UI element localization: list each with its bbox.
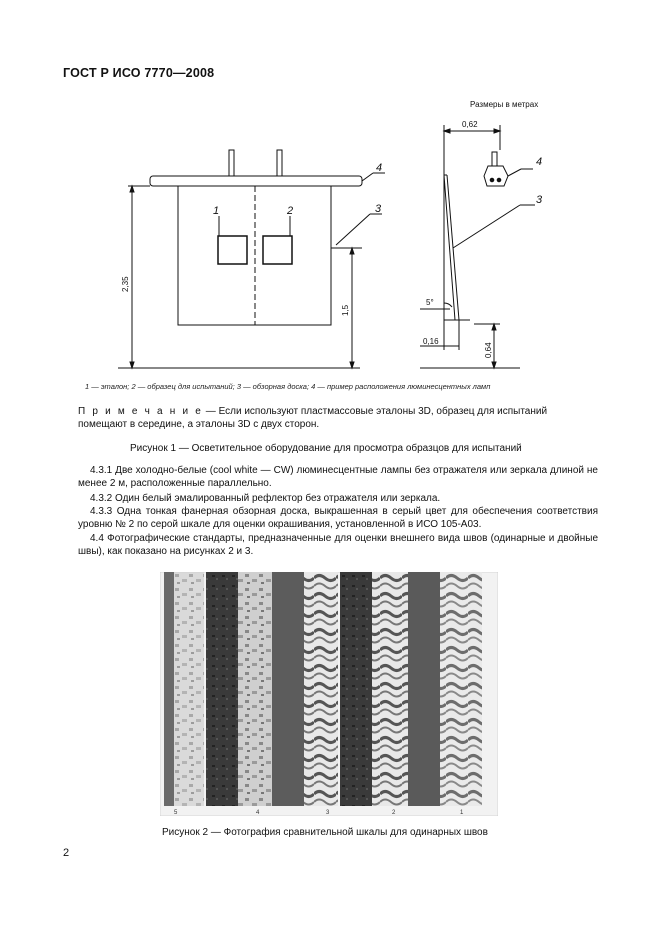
figure1-note: [78, 405, 598, 431]
paragraph-4-3-3: 4.3.3 Одна тонкая фанерная обзорная доска, выкрашенная в серый цвет для обеспечения соответствия уровню № 2 по серой шкале для оценки окрашивания, установленной в ИСО 105-А03.: [78, 506, 598, 530]
callout-3: 3: [375, 203, 382, 215]
seam-stripe-2: [272, 572, 304, 806]
paragraph-4-4: 4.4 Фотографические стандарты, предназначенные для оценки внешнего вида швов (одинарные и двойные швы), как показано на рисунках 2 и 3.: [78, 533, 598, 557]
callout-4: 4: [376, 162, 383, 174]
dim-235-label: 2,35: [121, 276, 130, 292]
seam-gap-2: [238, 572, 272, 806]
units-label: Размеры в метрах: [470, 100, 539, 109]
figure2-caption: Рисунок 2 — Фотография сравнительной шкалы для одинарных швов: [162, 827, 488, 838]
callout-3-side: 3: [536, 194, 543, 206]
seam-gap-4: [372, 572, 408, 806]
seam-stripe-4: [408, 572, 440, 806]
callout-1: 1: [213, 205, 220, 217]
grade-label-1: 1: [460, 810, 464, 816]
lamp-hook-right: [277, 150, 282, 176]
grade-label-4: 4: [256, 810, 260, 816]
dim-062-label: 0,62: [462, 120, 478, 129]
page-number: 2: [63, 847, 70, 859]
lamp-hook-left: [229, 150, 234, 176]
paragraph-4-3-2: 4.3.2 Один белый эмалированный рефлектор без отражателя или зеркала.: [90, 493, 441, 504]
callout-2: 2: [287, 205, 294, 217]
seam-gap-1: [174, 572, 204, 806]
seam-gap-5: [440, 572, 482, 806]
figure1-legend: 1 — эталон; 2 — образец для испытаний; 3 — обзорная доска; 4 — пример расположения люминесцентных ламп: [85, 382, 491, 391]
callout-4-side: 4: [536, 156, 543, 168]
figure1-caption: Рисунок 1 — Осветительное оборудование для просмотра образцов для испытаний: [130, 443, 522, 454]
specimen-box: [263, 236, 292, 264]
paragraph-4-3-1: 4.3.1 Две холодно-белые (cool white — CW) люминесцентные лампы без отражателя или зеркала длиной не менее 2 м, расположенные параллельно.: [78, 465, 598, 489]
seam-stripe-1: [206, 572, 238, 806]
seam-stripe-3: [340, 572, 372, 806]
figure2-photo: [160, 572, 498, 816]
dim-016-label: 0,16: [423, 337, 439, 346]
document-header: ГОСТ Р ИСО 7770—2008: [63, 66, 215, 80]
angle-label: 5°: [426, 298, 434, 307]
dim-064-label: 0,64: [484, 342, 493, 358]
grade-label-5: 5: [174, 810, 178, 816]
standard-box: [218, 236, 247, 264]
seam-stripe-edge: [164, 572, 174, 806]
seam-gap-3: [304, 572, 338, 806]
dim-15-label: 1,5: [341, 304, 350, 316]
lamp-side-stem: [492, 152, 497, 166]
note-text: — Если используют пластмассовые эталоны 3D, образец для испытаний помещают в середине, а эталоны 3D с двух сторон.: [78, 406, 548, 430]
grade-label-2: 2: [392, 810, 396, 816]
note-prefix: П р и м е ч а н и е: [78, 406, 204, 417]
grade-label-3: 3: [326, 810, 330, 816]
lamp-side-body: [484, 166, 508, 186]
lamp-bar: [150, 176, 362, 186]
figure1-diagram: [0, 0, 662, 400]
